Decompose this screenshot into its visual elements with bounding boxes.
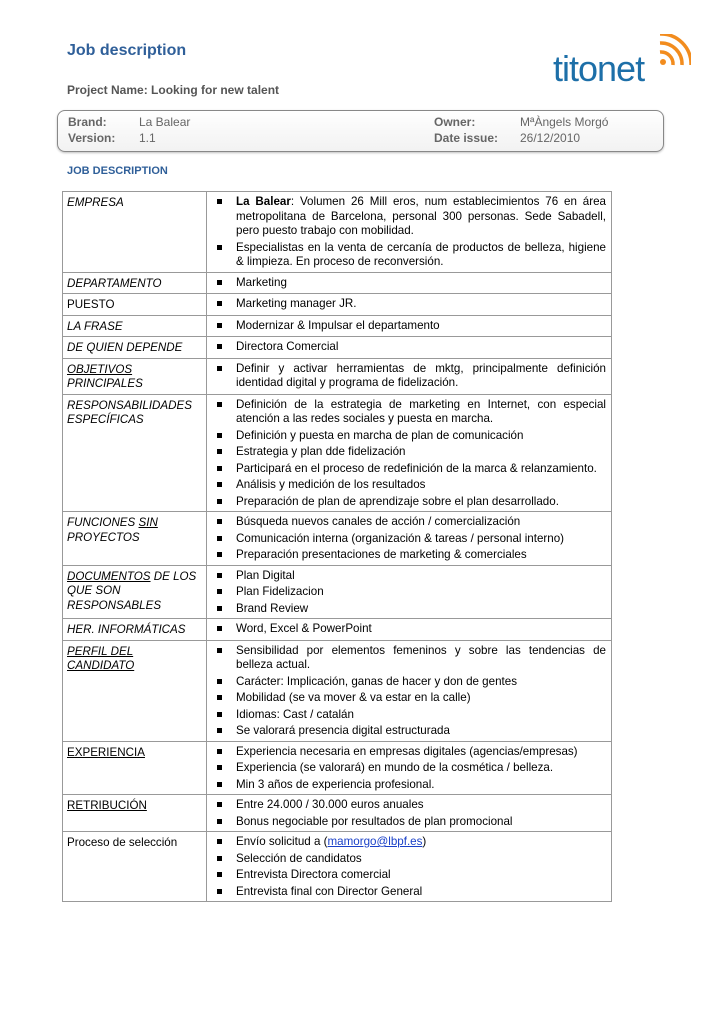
email-link[interactable]: mamorgo@lbpf.es — [327, 835, 423, 848]
row-label: EMPRESA — [63, 192, 207, 273]
row-label: RETRIBUCIÓN — [63, 795, 207, 832]
wifi-signal-icon — [657, 34, 691, 68]
list-item: Modernizar & Impulsar el departamento — [212, 319, 606, 334]
table-row-puesto — [63, 294, 612, 316]
table-row-depende — [63, 337, 612, 359]
list-item: Sensibilidad por elementos femeninos y sobre las tendencias de belleza actual. — [212, 644, 606, 673]
list-item: Idiomas: Cast / catalán — [212, 708, 606, 723]
row-label: DE QUIEN DEPENDE — [63, 337, 207, 359]
document-title: Job description — [67, 42, 187, 59]
list-item: Se valorará presencia digital estructurada — [212, 724, 606, 739]
table-row-responsabilidades — [63, 394, 612, 512]
list-item: Definición y puesta en marcha de plan de comunicación — [212, 429, 606, 444]
list-item: Definición de la estrategia de marketing en Internet, con especial atención a las redes sociales y puesta en marcha. — [212, 398, 606, 427]
owner-label: Owner: — [434, 115, 476, 129]
list-item: Experiencia (se valorará) en mundo de la cosmética / belleza. — [212, 761, 606, 776]
table-row-departamento — [63, 272, 612, 294]
list-item: Búsqueda nuevos canales de acción / comercialización — [212, 515, 606, 530]
list-item: Marketing manager JR. — [212, 297, 606, 312]
table-row-herramientas — [63, 619, 612, 641]
table-row-funciones — [63, 512, 612, 566]
list-item: Carácter: Implicación, ganas de hacer y don de gentes — [212, 675, 606, 690]
list-item: Marketing — [212, 276, 606, 291]
list-item: Mobilidad (se va mover & va estar en la calle) — [212, 691, 606, 706]
row-label: Proceso de selección — [63, 832, 207, 902]
info-row-version — [68, 131, 658, 147]
list-item: Participará en el proceso de redefinición de la marca & relanzamiento. — [212, 462, 606, 477]
list-item: Envío solicitud a (mamorgo@lbpf.es) — [212, 835, 606, 850]
owner-value: MªÀngels Morgó — [520, 115, 609, 129]
row-label: PUESTO — [63, 294, 207, 316]
list-item: Comunicación interna (organización & tareas / personal interno) — [212, 532, 606, 547]
project-name: Project Name: Looking for new talent — [67, 83, 280, 97]
list-item: Plan Digital — [212, 569, 606, 584]
list-item: Estrategia y plan dde fidelización — [212, 445, 606, 460]
row-label: RESPONSABILIDADES ESPECÍFICAS — [63, 394, 207, 512]
list-item: Definir y activar herramientas de mktg, principalmente definición identidad digital y programa de fidelización. — [212, 362, 606, 391]
list-item: Entre 24.000 / 30.000 euros anuales — [212, 798, 606, 813]
list-item: Brand Review — [212, 602, 606, 617]
list-item: Entrevista Directora comercial — [212, 868, 606, 883]
row-label: HER. INFORMÁTICAS — [63, 619, 207, 641]
list-item: Bonus negociable por resultados de plan promocional — [212, 815, 606, 830]
date-label: Date issue: — [434, 131, 499, 145]
list-item: Preparación de plan de aprendizaje sobre el plan desarrollado. — [212, 495, 606, 510]
list-item: Análisis y medición de los resultados — [212, 478, 606, 493]
row-label: OBJETIVOS PRINCIPALES — [63, 358, 207, 394]
row-label: LA FRASE — [63, 315, 207, 337]
logo-text: titonet — [553, 48, 645, 89]
list-item: Min 3 años de experiencia profesional. — [212, 778, 606, 793]
table-row-retribucion — [63, 795, 612, 832]
list-item: Word, Excel & PowerPoint — [212, 622, 606, 637]
list-item: Selección de candidatos — [212, 852, 606, 867]
company-name: La Balear — [236, 195, 291, 208]
row-label: DEPARTAMENTO — [63, 272, 207, 294]
brand-label: Brand: — [68, 115, 107, 129]
job-description-table — [62, 191, 612, 902]
list-item: Especialistas en la venta de cercanía de productos de belleza, higiene & limpieza. En proceso de reconversión. — [212, 241, 606, 270]
table-row-objetivos — [63, 358, 612, 394]
list-item: Preparación presentaciones de marketing & comerciales — [212, 548, 606, 563]
list-item: La Balear: Volumen 26 Mill eros, num establecimientos 76 en área metropolitana de Barcelona, personal 300 personas. Sede Sabadell, pero puesto trabajo con mobilidad. — [212, 195, 606, 239]
table-row-empresa — [63, 192, 612, 273]
version-label: Version: — [68, 131, 116, 145]
section-heading: JOB DESCRIPTION — [67, 165, 168, 177]
project-info-box — [57, 110, 664, 152]
list-item: Experiencia necesaria en empresas digitales (agencias/empresas) — [212, 745, 606, 760]
list-item: Entrevista final con Director General — [212, 885, 606, 900]
row-label: FUNCIONES SIN PROYECTOS — [63, 512, 207, 566]
row-label: EXPERIENCIA — [63, 741, 207, 795]
brand-value: La Balear — [139, 115, 191, 129]
table-row-documentos — [63, 565, 612, 619]
version-value: 1.1 — [139, 131, 156, 145]
table-row-frase — [63, 315, 612, 337]
row-label: DOCUMENTOS DE LOS QUE SON RESPONSABLES — [63, 565, 207, 619]
table-row-proceso — [63, 832, 612, 902]
table-row-perfil — [63, 640, 612, 741]
info-row-brand — [68, 115, 658, 131]
list-item: Directora Comercial — [212, 340, 606, 355]
titonet-logo — [553, 34, 693, 89]
table-row-experiencia — [63, 741, 612, 795]
row-label: PERFIL DEL CANDIDATO — [63, 640, 207, 741]
date-value: 26/12/2010 — [520, 131, 581, 145]
list-item: Plan Fidelizacion — [212, 585, 606, 600]
